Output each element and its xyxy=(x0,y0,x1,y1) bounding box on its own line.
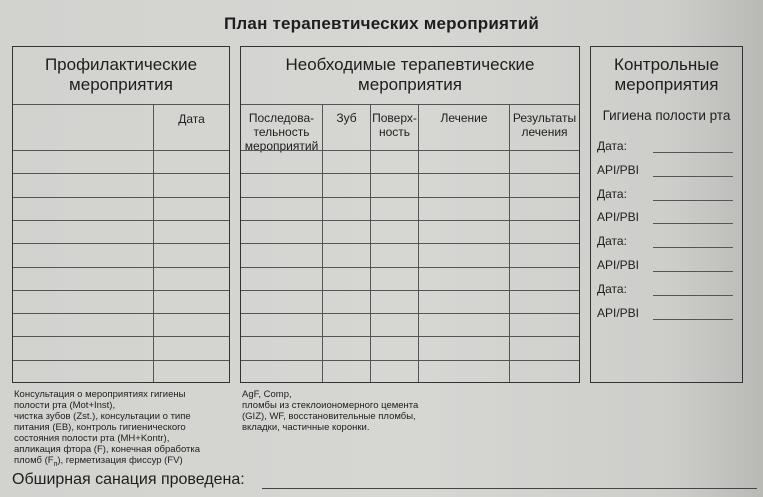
table-row-line xyxy=(241,197,579,198)
control-row-input-line[interactable] xyxy=(653,319,733,320)
table-row-line xyxy=(13,267,229,268)
table-row-line xyxy=(241,220,579,221)
table-row-line xyxy=(241,173,579,174)
control-row-label: API/PBI xyxy=(597,162,640,177)
therapeutic-header-divider xyxy=(241,104,579,105)
therapeutic-title-line1: Необходимые терапевтические xyxy=(285,55,535,74)
control-row-input-line[interactable] xyxy=(653,247,733,248)
prophylactic-header-divider xyxy=(13,104,229,105)
table-row-line xyxy=(13,360,229,361)
note-subscript: п xyxy=(53,460,58,468)
note-line: вкладки, частичные коронки. xyxy=(242,422,370,433)
results-header xyxy=(510,111,579,139)
table-row-line xyxy=(13,336,229,337)
note-line: состояния полости рта (MH+Kontr), xyxy=(14,433,170,444)
control-subtitle: Гигиена полости рта xyxy=(602,108,731,123)
page-title: План терапевтических мероприятий xyxy=(224,14,539,33)
table-row-line xyxy=(241,360,579,361)
table-row-line xyxy=(241,313,579,314)
therapeutic-notes xyxy=(242,389,442,433)
table-row-line xyxy=(241,290,579,291)
control-row-input-line[interactable] xyxy=(653,152,733,153)
note-line xyxy=(14,455,244,470)
control-row-input-line[interactable] xyxy=(653,223,733,224)
table-row-line xyxy=(13,197,229,198)
table-row-line xyxy=(13,290,229,291)
note-line: пломбы из стеклоиономерного цемента xyxy=(242,400,419,411)
tooth-header: Зуб xyxy=(336,111,357,125)
therapeutic-panel xyxy=(240,46,580,383)
table-row-line xyxy=(13,220,229,221)
control-row-input-line[interactable] xyxy=(653,271,733,272)
control-row-label: Дата: xyxy=(597,281,627,296)
sequence-header xyxy=(241,111,322,153)
control-row-label: API/PBI xyxy=(597,305,640,320)
control-row-label: Дата: xyxy=(597,234,627,249)
results-header-line2: лечения xyxy=(521,125,568,139)
therapeutic-title-line2: мероприятия xyxy=(358,75,462,94)
sequence-header-line3: мероприятий xyxy=(244,139,319,153)
table-row-line xyxy=(13,150,229,151)
results-header-line1: Результаты xyxy=(512,111,577,125)
table-row-line xyxy=(241,336,579,337)
control-row-label: Дата: xyxy=(597,139,627,153)
table-row-line xyxy=(13,313,229,314)
control-panel xyxy=(590,46,743,383)
control-row-input-line[interactable] xyxy=(653,295,733,296)
control-row-input-line[interactable] xyxy=(653,200,733,201)
control-row-label: API/PBI xyxy=(597,258,640,272)
table-row-line xyxy=(241,243,579,244)
table-row-line xyxy=(13,243,229,244)
prophylactic-notes xyxy=(14,389,244,470)
control-row-label: Дата: xyxy=(597,186,627,201)
prophylactic-title-line2: мероприятия xyxy=(69,75,173,94)
table-row-line xyxy=(241,267,579,268)
control-row-label: API/PBI xyxy=(597,210,640,225)
treatment-header: Лечение xyxy=(440,111,488,125)
prophylactic-panel xyxy=(12,46,230,383)
extensive-sanitation-line[interactable] xyxy=(262,488,757,489)
note-fragment: пломб (F xyxy=(14,455,54,466)
control-title-line1: Контрольные xyxy=(614,55,719,74)
table-row-line xyxy=(241,150,579,151)
control-title-line2: мероприятия xyxy=(614,75,719,94)
note-line: AgF, Comp, xyxy=(242,389,292,400)
sequence-header-line1: Последова- xyxy=(248,111,315,125)
note-line: питания (EB), контроль гигиенического xyxy=(14,422,186,433)
prophylactic-title-line1: Профилактические xyxy=(44,55,198,74)
surface-header-line2: ность xyxy=(378,125,411,139)
note-fragment: ), герметизация фиссур (FV) xyxy=(57,455,183,466)
extensive-sanitation-label: Обширная санация проведена: xyxy=(12,471,245,488)
prophylactic-date-header: Дата xyxy=(178,112,205,126)
note-line: чистка зубов (Zst.), консультации о типе xyxy=(14,411,191,422)
note-line: апликация фтора (F), конечная обработка xyxy=(14,444,201,455)
note-line: Консультация о мероприятиях гигиены xyxy=(14,389,186,400)
note-line: полости рта (Mot+Inst), xyxy=(14,400,116,411)
note-line: (GIZ), WF, восстановительные пломбы, xyxy=(242,411,416,422)
surface-header xyxy=(371,111,418,139)
control-row-input-line[interactable] xyxy=(653,176,733,177)
surface-header-line1: Поверх- xyxy=(372,111,417,125)
table-row-line xyxy=(13,173,229,174)
sequence-header-line2: тельность xyxy=(253,125,310,139)
